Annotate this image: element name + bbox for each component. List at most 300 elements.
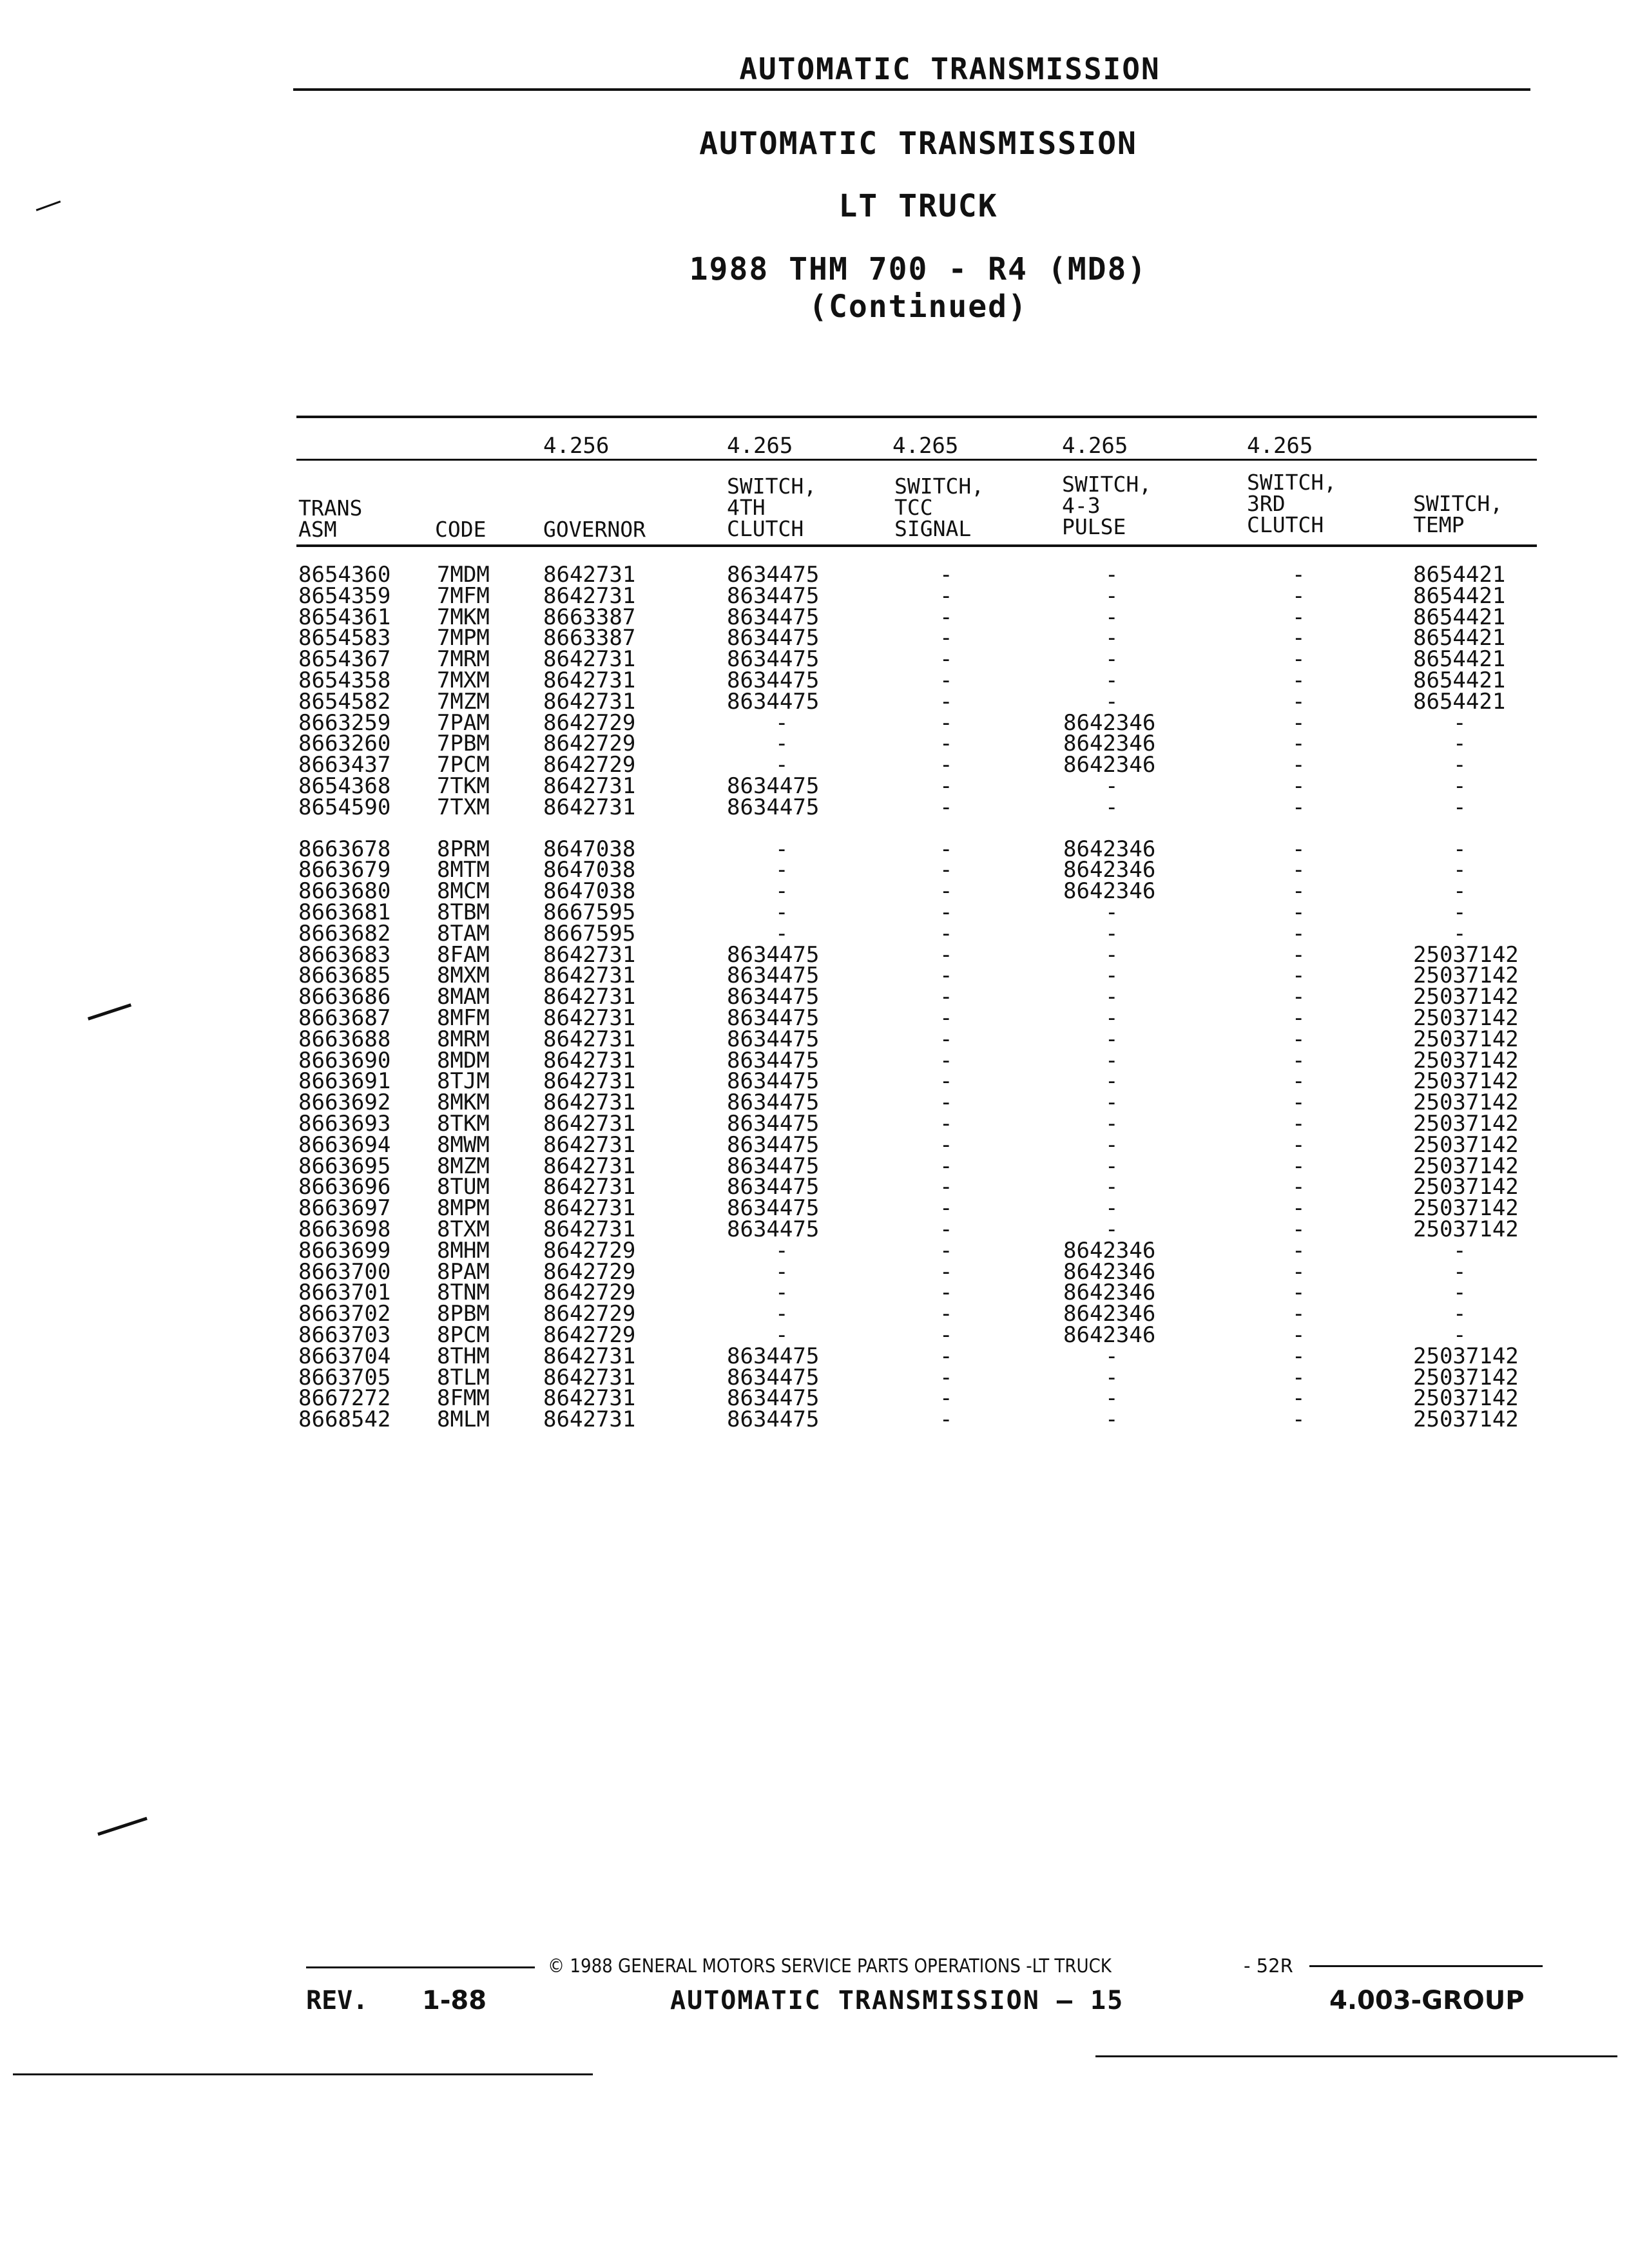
cell-governor: 8642731 [543,794,636,820]
cell-code: 8PAM [437,1259,490,1285]
cell-4-3-pulse: - [1105,1385,1119,1411]
cell-tcc-signal: - [940,878,953,904]
cell-4-3-pulse: - [1105,1216,1119,1242]
cell-4th-clutch: - [775,731,789,756]
cell-3rd-clutch: - [1292,1026,1306,1052]
cell-trans-asm: 8654590 [298,794,391,820]
col-header-4th-clutch: SWITCH, 4TH CLUTCH [727,474,817,541]
table-row [0,710,1629,736]
cell-code: 8MRM [437,1026,490,1052]
cell-code: 8TJM [437,1068,490,1094]
cell-4th-clutch: 8634475 [727,773,820,799]
cell-governor: 8642731 [543,562,636,588]
cell-4-3-pulse: - [1105,1090,1119,1115]
cell-trans-asm: 8663701 [298,1280,391,1305]
table-row [0,691,1629,713]
cell-trans-asm: 8663685 [298,963,391,988]
cell-3rd-clutch: - [1292,857,1306,883]
cell-tcc-signal: - [940,899,953,925]
cell-governor: 8642729 [543,1322,636,1348]
cell-tcc-signal: - [940,583,953,609]
cell-temp: - [1453,836,1467,862]
table-row [0,1409,1629,1430]
cell-tcc-signal: - [940,1195,953,1221]
cell-4th-clutch: 8634475 [727,1385,820,1411]
cell-3rd-clutch: - [1292,984,1306,1010]
cell-tcc-signal: - [940,857,953,883]
cell-code: 8TKM [437,1111,490,1137]
scan-mark [97,1817,148,1836]
cell-3rd-clutch: - [1292,1216,1306,1242]
cell-trans-asm: 8663693 [298,1111,391,1137]
cell-code: 8MXM [437,963,490,988]
cell-4th-clutch: - [775,1301,789,1327]
model-title: 1988 THM 700 - R4 (MD8) [689,251,1148,287]
cell-4-3-pulse: - [1105,646,1119,672]
cell-code: 8MZM [437,1153,490,1179]
cell-tcc-signal: - [940,1216,953,1242]
cell-governor: 8642731 [543,668,636,693]
cell-4th-clutch: 8634475 [727,646,820,672]
cell-governor: 8667595 [543,899,636,925]
cell-trans-asm: 8663692 [298,1090,391,1115]
col-header-4-3-pulse: SWITCH, 4-3 PULSE [1062,472,1152,539]
cell-tcc-signal: - [940,1174,953,1200]
cell-4-3-pulse: 8642346 [1063,1280,1156,1305]
cell-3rd-clutch: - [1292,1174,1306,1200]
cell-3rd-clutch: - [1292,1385,1306,1411]
cell-tcc-signal: - [940,1090,953,1115]
page-subtitle: LT TRUCK [838,188,998,224]
cell-tcc-signal: - [940,1343,953,1369]
cell-code: 8PRM [437,836,490,862]
cell-tcc-signal: - [940,604,953,630]
cell-temp: 8654421 [1413,583,1506,609]
cell-governor: 8642731 [543,963,636,988]
cell-tcc-signal: - [940,1153,953,1179]
cell-4-3-pulse: 8642346 [1063,1301,1156,1327]
cell-governor: 8647038 [543,836,636,862]
cell-governor: 8663387 [543,604,636,630]
cell-tcc-signal: - [940,1238,953,1264]
cell-4th-clutch: 8634475 [727,604,820,630]
footer-rule [1309,1965,1543,1967]
cell-4th-clutch: 8634475 [727,1132,820,1158]
cell-temp: 25037142 [1413,1407,1519,1432]
cell-temp: - [1453,857,1467,883]
cell-temp: 25037142 [1413,942,1519,968]
cell-governor: 8642731 [543,1195,636,1221]
cell-3rd-clutch: - [1292,1280,1306,1305]
cell-trans-asm: 8663690 [298,1048,391,1073]
cell-4-3-pulse: - [1105,1111,1119,1137]
cell-4th-clutch: 8634475 [727,794,820,820]
cell-4th-clutch: 8634475 [727,625,820,651]
cell-4th-clutch: - [775,1322,789,1348]
cell-governor: 8642731 [543,1026,636,1052]
cell-tcc-signal: - [940,1068,953,1094]
cell-tcc-signal: - [940,1132,953,1158]
cell-4-3-pulse: - [1105,668,1119,693]
cell-3rd-clutch: - [1292,1195,1306,1221]
cell-trans-asm: 8654583 [298,625,391,651]
cell-temp: - [1453,731,1467,756]
cell-4th-clutch: 8634475 [727,1068,820,1094]
cell-tcc-signal: - [940,752,953,778]
continued-label: (Continued) [809,289,1028,325]
cell-4th-clutch: - [775,1259,789,1285]
col-header-3rd-clutch: SWITCH, 3RD CLUTCH [1247,470,1337,537]
cell-governor: 8642729 [543,1259,636,1285]
cell-tcc-signal: - [940,1259,953,1285]
cell-temp: - [1453,1280,1467,1305]
cell-governor: 8642729 [543,710,636,736]
cell-code: 7MDM [437,562,490,588]
cell-3rd-clutch: - [1292,1005,1306,1031]
cell-4-3-pulse: - [1105,1153,1119,1179]
cell-4th-clutch: 8634475 [727,1343,820,1369]
page-reference: - 52R [1244,1955,1293,1977]
col-header-code: CODE [435,517,487,542]
cell-code: 8MFM [437,1005,490,1031]
table-row [0,1216,1629,1242]
cell-tcc-signal: - [940,794,953,820]
cell-trans-asm: 8667272 [298,1385,391,1411]
cell-code: 7PCM [437,752,490,778]
cell-4th-clutch: 8634475 [727,583,820,609]
cell-4-3-pulse: - [1105,1365,1119,1390]
cell-governor: 8642731 [543,984,636,1010]
cell-4-3-pulse: - [1105,583,1119,609]
table-row [0,857,1629,883]
cell-code: 8FMM [437,1385,490,1411]
cell-4-3-pulse: - [1105,1005,1119,1031]
cell-3rd-clutch: - [1292,646,1306,672]
cell-code: 8TNM [437,1280,490,1305]
cell-trans-asm: 8663681 [298,899,391,925]
cell-temp: 25037142 [1413,1048,1519,1073]
cell-4-3-pulse: - [1105,1048,1119,1073]
cell-temp: - [1453,1259,1467,1285]
cell-trans-asm: 8663697 [298,1195,391,1221]
cell-4-3-pulse: 8642346 [1063,710,1156,736]
cell-code: 8MDM [437,1048,490,1073]
cell-temp: 25037142 [1413,1153,1519,1179]
cell-code: 8MPM [437,1195,490,1221]
cell-temp: - [1453,752,1467,778]
cell-trans-asm: 8663687 [298,1005,391,1031]
cell-4th-clutch: - [775,1280,789,1305]
cell-code: 7MPM [437,625,490,651]
cell-4-3-pulse: 8642346 [1063,1259,1156,1285]
cell-temp: 25037142 [1413,1132,1519,1158]
cell-4th-clutch: 8634475 [727,1090,820,1115]
cell-tcc-signal: - [940,1005,953,1031]
cell-4-3-pulse: 8642346 [1063,1322,1156,1348]
cell-code: 8TUM [437,1174,490,1200]
cell-trans-asm: 8663437 [298,752,391,778]
cell-4th-clutch: 8634475 [727,689,820,715]
cell-4-3-pulse: 8642346 [1063,878,1156,904]
cell-governor: 8642731 [543,1365,636,1390]
cell-4-3-pulse: - [1105,899,1119,925]
cell-code: 8THM [437,1343,490,1369]
cell-trans-asm: 8654367 [298,646,391,672]
cell-code: 8MLM [437,1407,490,1432]
cell-governor: 8642731 [543,1132,636,1158]
cell-4-3-pulse: - [1105,689,1119,715]
cell-3rd-clutch: - [1292,752,1306,778]
scan-edge-line [13,2073,593,2075]
cell-governor: 8642729 [543,752,636,778]
cell-governor: 8642729 [543,1280,636,1305]
cell-trans-asm: 8654368 [298,773,391,799]
cell-trans-asm: 8654361 [298,604,391,630]
cell-code: 8TAM [437,921,490,947]
cell-tcc-signal: - [940,1301,953,1327]
cell-4-3-pulse: - [1105,794,1119,820]
table-row [0,878,1629,904]
cell-temp: - [1453,794,1467,820]
cell-governor: 8642731 [543,1068,636,1094]
cell-code: 7MXM [437,668,490,693]
cell-temp: 25037142 [1413,1216,1519,1242]
footer-section-title: AUTOMATIC TRANSMISSION — 15 [670,1986,1124,2015]
cell-governor: 8642731 [543,1153,636,1179]
cell-4-3-pulse: - [1105,1343,1119,1369]
cell-code: 8TLM [437,1365,490,1390]
cell-temp: 25037142 [1413,963,1519,988]
cell-tcc-signal: - [940,562,953,588]
cell-code: 8MKM [437,1090,490,1115]
cell-code: 8MTM [437,857,490,883]
col-header-governor: GOVERNOR [543,517,646,542]
cell-trans-asm: 8654582 [298,689,391,715]
cell-tcc-signal: - [940,921,953,947]
col-header-temp: SWITCH, TEMP [1413,491,1503,537]
cell-4th-clutch: - [775,836,789,862]
cell-4th-clutch: - [775,710,789,736]
cell-temp: 8654421 [1413,625,1506,651]
cell-3rd-clutch: - [1292,1132,1306,1158]
cell-tcc-signal: - [940,836,953,862]
cell-code: 7MFM [437,583,490,609]
cell-3rd-clutch: - [1292,1090,1306,1115]
cell-trans-asm: 8663704 [298,1343,391,1369]
group-ref: 4.265 [1247,433,1313,459]
cell-temp: - [1453,899,1467,925]
cell-4th-clutch: 8634475 [727,1365,820,1390]
cell-4th-clutch: 8634475 [727,668,820,693]
cell-tcc-signal: - [940,1280,953,1305]
cell-code: 8MWM [437,1132,490,1158]
cell-code: 7TKM [437,773,490,799]
cell-code: 7MRM [437,646,490,672]
cell-3rd-clutch: - [1292,1407,1306,1432]
cell-4-3-pulse: - [1105,942,1119,968]
cell-governor: 8642731 [543,1090,636,1115]
cell-3rd-clutch: - [1292,583,1306,609]
table-top-rule [296,416,1537,418]
cell-governor: 8642731 [543,689,636,715]
cell-governor: 8647038 [543,878,636,904]
cell-3rd-clutch: - [1292,731,1306,756]
cell-temp: - [1453,710,1467,736]
group-ref: 4.256 [543,433,610,459]
cell-governor: 8642731 [543,773,636,799]
cell-trans-asm: 8663259 [298,710,391,736]
cell-tcc-signal: - [940,1385,953,1411]
cell-temp: 25037142 [1413,1111,1519,1137]
cell-tcc-signal: - [940,625,953,651]
cell-temp: 25037142 [1413,1174,1519,1200]
cell-tcc-signal: - [940,1026,953,1052]
cell-tcc-signal: - [940,731,953,756]
page-title: AUTOMATIC TRANSMISSION [699,126,1137,162]
cell-temp: 25037142 [1413,1195,1519,1221]
cell-3rd-clutch: - [1292,562,1306,588]
cell-temp: 25037142 [1413,1005,1519,1031]
cell-3rd-clutch: - [1292,1343,1306,1369]
cell-temp: - [1453,921,1467,947]
cell-governor: 8663387 [543,625,636,651]
cell-tcc-signal: - [940,710,953,736]
cell-3rd-clutch: - [1292,1111,1306,1137]
cell-trans-asm: 8654359 [298,583,391,609]
cell-4th-clutch: - [775,878,789,904]
cell-3rd-clutch: - [1292,1365,1306,1390]
cell-trans-asm: 8663702 [298,1301,391,1327]
cell-3rd-clutch: - [1292,1068,1306,1094]
cell-governor: 8642731 [543,583,636,609]
cell-4th-clutch: 8634475 [727,942,820,968]
group-number: 4.003-GROUP [1329,1986,1525,2015]
cell-temp: 8654421 [1413,668,1506,693]
cell-governor: 8642731 [543,1174,636,1200]
scan-edge-line [1095,2055,1617,2057]
cell-code: 8MCM [437,878,490,904]
cell-code: 7MZM [437,689,490,715]
cell-trans-asm: 8663691 [298,1068,391,1094]
running-header: AUTOMATIC TRANSMISSION [739,52,1161,86]
table-header-rule [296,544,1537,547]
cell-temp: 25037142 [1413,1385,1519,1411]
cell-4-3-pulse: - [1105,1174,1119,1200]
revision-label: REV. [306,1986,369,2015]
cell-governor: 8642731 [543,942,636,968]
cell-3rd-clutch: - [1292,794,1306,820]
cell-trans-asm: 8663679 [298,857,391,883]
cell-3rd-clutch: - [1292,836,1306,862]
cell-code: 8FAM [437,942,490,968]
cell-code: 8TXM [437,1216,490,1242]
cell-4-3-pulse: - [1105,625,1119,651]
cell-trans-asm: 8663678 [298,836,391,862]
table-row [0,1240,1629,1262]
cell-tcc-signal: - [940,963,953,988]
cell-3rd-clutch: - [1292,899,1306,925]
cell-4-3-pulse: - [1105,963,1119,988]
cell-trans-asm: 8668542 [298,1407,391,1432]
cell-governor: 8642731 [543,1216,636,1242]
cell-governor: 8642731 [543,1407,636,1432]
cell-trans-asm: 8663695 [298,1153,391,1179]
cell-4th-clutch: 8634475 [727,1048,820,1073]
cell-tcc-signal: - [940,1111,953,1137]
table-ref-rule [296,459,1537,461]
cell-4th-clutch: 8634475 [727,1153,820,1179]
cell-temp: 8654421 [1413,689,1506,715]
col-header-trans-asm: TRANS ASM [298,495,363,542]
cell-trans-asm: 8663699 [298,1238,391,1264]
cell-trans-asm: 8663705 [298,1365,391,1390]
cell-temp: - [1453,1322,1467,1348]
cell-tcc-signal: - [940,689,953,715]
cell-code: 8MAM [437,984,490,1010]
cell-governor: 8642731 [543,1005,636,1031]
cell-governor: 8642731 [543,1343,636,1369]
cell-3rd-clutch: - [1292,1153,1306,1179]
cell-governor: 8667595 [543,921,636,947]
cell-governor: 8642729 [543,1238,636,1264]
cell-3rd-clutch: - [1292,963,1306,988]
table-row [0,899,1629,925]
cell-4th-clutch: - [775,921,789,947]
cell-4th-clutch: 8634475 [727,1174,820,1200]
cell-3rd-clutch: - [1292,710,1306,736]
cell-temp: - [1453,878,1467,904]
col-header-tcc-signal: SWITCH, TCC SIGNAL [894,474,985,541]
table-row [0,1282,1629,1303]
cell-3rd-clutch: - [1292,1322,1306,1348]
table-row [0,794,1629,820]
cell-4-3-pulse: 8642346 [1063,752,1156,778]
cell-governor: 8642729 [543,731,636,756]
cell-governor: 8642731 [543,1111,636,1137]
cell-code: 8TBM [437,899,490,925]
cell-governor: 8642731 [543,1048,636,1073]
cell-temp: 25037142 [1413,1343,1519,1369]
cell-tcc-signal: - [940,646,953,672]
cell-temp: - [1453,1238,1467,1264]
cell-3rd-clutch: - [1292,1301,1306,1327]
cell-tcc-signal: - [940,1048,953,1073]
footer-rule [306,1966,535,1968]
cell-3rd-clutch: - [1292,773,1306,799]
cell-4th-clutch: - [775,857,789,883]
cell-trans-asm: 8663703 [298,1322,391,1348]
cell-4-3-pulse: - [1105,1132,1119,1158]
cell-temp: - [1453,1301,1467,1327]
cell-trans-asm: 8654358 [298,668,391,693]
table-row [0,733,1629,754]
cell-3rd-clutch: - [1292,689,1306,715]
cell-temp: 8654421 [1413,562,1506,588]
cell-3rd-clutch: - [1292,1238,1306,1264]
cell-4th-clutch: 8634475 [727,562,820,588]
cell-code: 8MHM [437,1238,490,1264]
copyright-notice: © 1988 GENERAL MOTORS SERVICE PARTS OPERATIONS -LT TRUCK [548,1955,1112,1977]
cell-code: 7TXM [437,794,490,820]
cell-trans-asm: 8663698 [298,1216,391,1242]
cell-4th-clutch: 8634475 [727,1111,820,1137]
cell-tcc-signal: - [940,1322,953,1348]
cell-governor: 8642729 [543,1301,636,1327]
cell-trans-asm: 8663694 [298,1132,391,1158]
cell-4th-clutch: 8634475 [727,1407,820,1432]
cell-4-3-pulse: - [1105,1195,1119,1221]
cell-4-3-pulse: 8642346 [1063,857,1156,883]
